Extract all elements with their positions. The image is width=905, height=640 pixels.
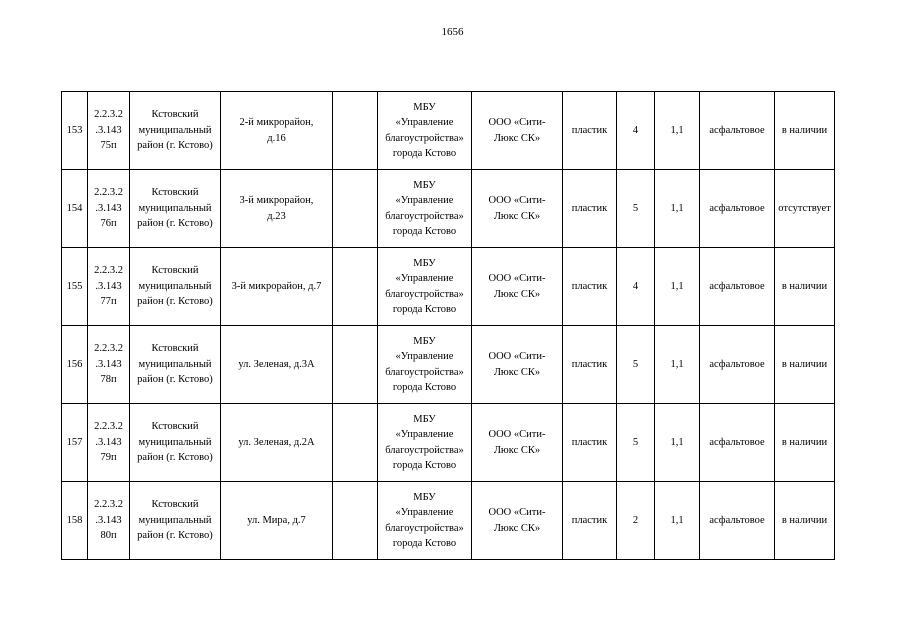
cell-district-line: район (г. Кстово) <box>137 218 213 230</box>
cell-address <box>221 482 333 560</box>
cell-district-line: район (г. Кстово) <box>137 374 213 386</box>
cell-district-line: район (г. Кстово) <box>137 140 213 152</box>
cell-address <box>221 248 333 326</box>
cell-operator <box>472 248 563 326</box>
cell-owner-line: благоустройства» <box>385 366 464 378</box>
cell-district <box>130 170 221 248</box>
cell-owner-line: благоустройства» <box>385 522 464 534</box>
cell-operator-line: Люкс СК» <box>493 132 541 144</box>
cell-address-line: 3-й микрорайон, <box>239 195 314 206</box>
cell-blank <box>333 482 378 560</box>
cell-fence-status: в наличии <box>775 482 835 560</box>
cell-code <box>88 326 130 404</box>
cell-district-line: район (г. Кстово) <box>137 452 213 464</box>
cell-operator <box>472 326 563 404</box>
cell-operator-line: ООО «Сити- <box>488 429 546 440</box>
table-row <box>62 326 835 404</box>
cell-blank <box>333 404 378 482</box>
cell-district <box>130 326 221 404</box>
cell-owner-line: города Кстово <box>392 148 457 159</box>
cell-code-line: .3.143 <box>95 280 122 292</box>
cell-code-line: 2.2.3.2 <box>94 265 123 277</box>
cell-district-line: муниципальный <box>138 202 212 214</box>
cell-district-line: район (г. Кстово) <box>137 530 213 542</box>
cell-container-count: 2 <box>617 482 655 560</box>
cell-owner-line: «Управление <box>395 195 454 206</box>
cell-owner-line: города Кстово <box>392 460 457 471</box>
table-row <box>62 170 835 248</box>
cell-operator-line: Люкс СК» <box>493 288 541 300</box>
cell-owner-line: МБУ <box>413 491 436 503</box>
table-row <box>62 248 835 326</box>
cell-row-number: 155 <box>62 248 88 326</box>
cell-code-line: 2.2.3.2 <box>94 343 123 355</box>
cell-address-line: д.16 <box>267 132 286 144</box>
cell-code-line: .3.143 <box>95 358 122 370</box>
cell-address-line: 3-й микрорайон, д.7 <box>231 280 322 292</box>
cell-district <box>130 248 221 326</box>
cell-container-count: 5 <box>617 404 655 482</box>
cell-code-line: .3.143 <box>95 514 122 526</box>
cell-district-line: Кстовский <box>151 109 199 121</box>
cell-address <box>221 92 333 170</box>
cell-owner-line: «Управление <box>395 507 454 518</box>
cell-code <box>88 404 130 482</box>
cell-operator-line: ООО «Сити- <box>488 351 546 362</box>
cell-district-line: Кстовский <box>151 187 199 199</box>
cell-owner-line: города Кстово <box>392 538 457 549</box>
cell-district-line: Кстовский <box>151 343 199 355</box>
cell-owner-line: МБУ <box>413 257 436 269</box>
cell-fence-status: в наличии <box>775 92 835 170</box>
cell-district <box>130 404 221 482</box>
cell-fence-status: в наличии <box>775 404 835 482</box>
cell-address-line: ул. Зеленая, д.3А <box>238 358 315 370</box>
cell-address-line: ул. Зеленая, д.2А <box>238 436 315 448</box>
cell-surface-type: асфальтовое <box>700 482 775 560</box>
cell-address <box>221 326 333 404</box>
cell-operator-line: ООО «Сити- <box>488 273 546 284</box>
cell-district-line: муниципальный <box>138 358 212 370</box>
cell-owner-line: «Управление <box>395 273 454 284</box>
cell-surface-type: асфальтовое <box>700 92 775 170</box>
cell-code-line: 79п <box>100 452 117 464</box>
cell-owner <box>378 92 472 170</box>
table-row <box>62 92 835 170</box>
page-number: 1656 <box>441 26 464 38</box>
cell-surface-type: асфальтовое <box>700 404 775 482</box>
cell-fence-status: в наличии <box>775 248 835 326</box>
cell-district <box>130 92 221 170</box>
cell-operator-line: Люкс СК» <box>493 522 541 534</box>
cell-address <box>221 404 333 482</box>
cell-owner-line: города Кстово <box>392 382 457 393</box>
cell-owner-line: МБУ <box>413 101 436 113</box>
cell-owner-line: благоустройства» <box>385 288 464 300</box>
cell-operator <box>472 482 563 560</box>
cell-district-line: район (г. Кстово) <box>137 296 213 308</box>
cell-code-line: 80п <box>100 530 117 542</box>
table-row <box>62 404 835 482</box>
cell-operator-line: Люкс СК» <box>493 366 541 378</box>
cell-code-line: .3.143 <box>95 202 122 214</box>
cell-row-number: 156 <box>62 326 88 404</box>
cell-owner-line: МБУ <box>413 335 436 347</box>
cell-code <box>88 92 130 170</box>
cell-operator <box>472 404 563 482</box>
cell-row-number: 158 <box>62 482 88 560</box>
cell-owner-line: МБУ <box>413 413 436 425</box>
cell-blank <box>333 170 378 248</box>
cell-operator-line: Люкс СК» <box>493 210 541 222</box>
cell-code-line: .3.143 <box>95 436 122 448</box>
cell-material: пластик <box>563 248 617 326</box>
cell-code <box>88 170 130 248</box>
cell-code-line: 77п <box>100 296 117 308</box>
cell-container-count: 4 <box>617 92 655 170</box>
cell-code-line: 2.2.3.2 <box>94 499 123 511</box>
cell-address-line: ул. Мира, д.7 <box>247 514 306 526</box>
cell-container-count: 5 <box>617 170 655 248</box>
cell-row-number: 154 <box>62 170 88 248</box>
cell-code-line: 2.2.3.2 <box>94 109 123 121</box>
cell-district-line: Кстовский <box>151 499 199 511</box>
cell-owner <box>378 248 472 326</box>
cell-address-line: д.23 <box>267 210 286 222</box>
cell-operator-line: Люкс СК» <box>493 444 541 456</box>
cell-owner-line: города Кстово <box>392 226 457 237</box>
cell-container-count: 4 <box>617 248 655 326</box>
cell-material: пластик <box>563 482 617 560</box>
cell-operator-line: ООО «Сити- <box>488 195 546 206</box>
cell-owner-line: «Управление <box>395 351 454 362</box>
cell-surface-type: асфальтовое <box>700 170 775 248</box>
cell-material: пластик <box>563 404 617 482</box>
cell-container-volume: 1,1 <box>655 92 700 170</box>
cell-material: пластик <box>563 326 617 404</box>
cell-district-line: муниципальный <box>138 514 212 526</box>
cell-district-line: муниципальный <box>138 436 212 448</box>
cell-container-count: 5 <box>617 326 655 404</box>
cell-district-line: муниципальный <box>138 124 212 136</box>
registry-table <box>61 91 835 560</box>
cell-code-line: 75п <box>100 140 117 152</box>
cell-owner-line: благоустройства» <box>385 210 464 222</box>
cell-material: пластик <box>563 92 617 170</box>
cell-row-number: 153 <box>62 92 88 170</box>
cell-district <box>130 482 221 560</box>
cell-code-line: 2.2.3.2 <box>94 187 123 199</box>
cell-container-volume: 1,1 <box>655 482 700 560</box>
cell-owner <box>378 404 472 482</box>
cell-owner <box>378 170 472 248</box>
cell-surface-type: асфальтовое <box>700 326 775 404</box>
cell-owner-line: «Управление <box>395 429 454 440</box>
cell-blank <box>333 248 378 326</box>
cell-district-line: Кстовский <box>151 265 199 277</box>
cell-surface-type: асфальтовое <box>700 248 775 326</box>
cell-code <box>88 248 130 326</box>
cell-material: пластик <box>563 170 617 248</box>
cell-operator <box>472 170 563 248</box>
cell-address <box>221 170 333 248</box>
cell-code-line: 78п <box>100 374 117 386</box>
cell-code <box>88 482 130 560</box>
cell-district-line: Кстовский <box>151 421 199 433</box>
cell-owner <box>378 482 472 560</box>
cell-fence-status: отсутствует <box>775 170 835 248</box>
cell-owner-line: «Управление <box>395 117 454 128</box>
table-body <box>62 92 835 560</box>
cell-operator-line: ООО «Сити- <box>488 117 546 128</box>
cell-owner <box>378 326 472 404</box>
cell-fence-status: в наличии <box>775 326 835 404</box>
cell-operator <box>472 92 563 170</box>
cell-container-volume: 1,1 <box>655 248 700 326</box>
cell-owner-line: МБУ <box>413 179 436 191</box>
cell-code-line: .3.143 <box>95 124 122 136</box>
cell-blank <box>333 326 378 404</box>
cell-row-number: 157 <box>62 404 88 482</box>
cell-code-line: 76п <box>100 218 117 230</box>
cell-container-volume: 1,1 <box>655 326 700 404</box>
cell-owner-line: благоустройства» <box>385 444 464 456</box>
cell-address-line: 2-й микрорайон, <box>239 117 314 128</box>
table-row <box>62 482 835 560</box>
cell-blank <box>333 92 378 170</box>
cell-owner-line: благоустройства» <box>385 132 464 144</box>
cell-district-line: муниципальный <box>138 280 212 292</box>
cell-code-line: 2.2.3.2 <box>94 421 123 433</box>
cell-operator-line: ООО «Сити- <box>488 507 546 518</box>
cell-container-volume: 1,1 <box>655 404 700 482</box>
cell-owner-line: города Кстово <box>392 304 457 315</box>
cell-container-volume: 1,1 <box>655 170 700 248</box>
